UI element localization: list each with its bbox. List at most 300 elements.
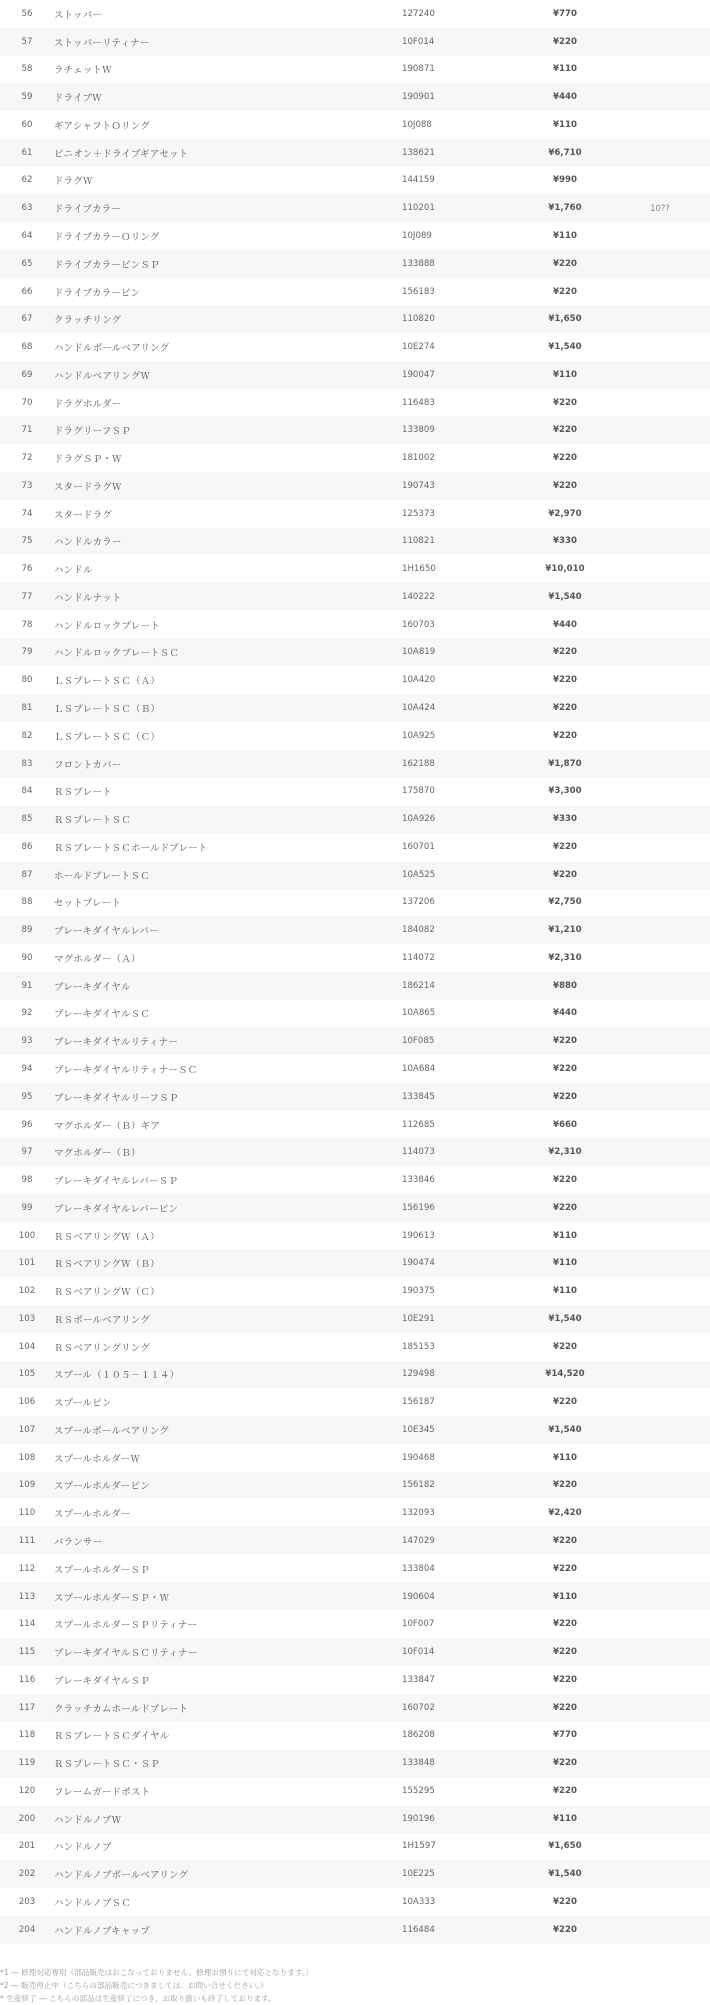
part-code: 10F085 [402,1036,435,1047]
part-code: 127240 [402,8,435,19]
part-price: ¥220 [553,1091,577,1102]
part-code: 114073 [402,1147,435,1158]
part-code: 190871 [402,64,435,75]
part-number: 116 [18,1674,36,1685]
part-code: 10A424 [402,703,436,714]
part-number: 107 [18,1424,36,1435]
table-row [0,1805,710,1833]
part-number: 96 [21,1119,33,1130]
part-number: 114 [18,1619,36,1630]
part-code: 132093 [402,1508,435,1519]
table-row [0,972,710,1000]
part-price: ¥10,010 [545,564,585,575]
part-code: 133845 [402,1091,435,1102]
part-name: ドラグホルダー [54,398,122,410]
part-price: ¥220 [553,1647,577,1658]
part-number: 108 [18,1452,36,1463]
table-row [0,250,710,278]
part-number: 67 [21,314,33,325]
part-number: 105 [18,1369,36,1380]
part-price: ¥220 [553,647,577,658]
part-number: 82 [21,730,33,741]
part-price: ¥110 [553,369,577,380]
table-row [0,139,710,167]
part-code: 10E274 [402,342,435,353]
part-price: ¥1,540 [548,342,582,353]
part-code: 160702 [402,1702,435,1713]
part-number: 80 [21,675,33,686]
table-row [0,1361,710,1389]
part-name: スプールホルダーＳＰ・Ｗ [54,1592,170,1604]
part-name: ブレーキダイヤルＳＣ [54,1009,150,1021]
part-number: 66 [21,286,33,297]
part-price: ¥1,650 [548,1841,582,1852]
part-code: 186214 [402,980,435,991]
part-number: 63 [21,203,33,214]
table-row [0,777,710,805]
part-number: 117 [18,1702,36,1713]
part-number: 115 [18,1647,36,1658]
part-code: 114072 [402,952,435,963]
table-row [0,1388,710,1416]
part-price: ¥1,540 [548,591,582,602]
part-name: ブレーキダイヤルＳＰ [54,1675,150,1687]
part-code: 10J088 [402,119,432,130]
part-number: 93 [21,1036,33,1047]
table-row [0,1916,710,1944]
part-note: 10?? [650,203,670,214]
part-code: 110820 [402,314,435,325]
part-number: 65 [21,258,33,269]
part-name: ブレーキダイヤルレバー [54,926,159,938]
part-name: ピニオン＋ドライブギアセット [54,148,189,160]
table-row [0,1083,710,1111]
table-row [0,1749,710,1777]
part-name: ブレーキダイヤルレバーＳＰ [54,1176,179,1188]
part-name: ギアシャフトＯリング [54,120,150,132]
part-price: ¥110 [553,1813,577,1824]
table-row [0,83,710,111]
part-number: 94 [21,1063,33,1074]
part-number: 118 [18,1730,36,1741]
part-price: ¥220 [553,1175,577,1186]
part-name: フロントカバー [54,759,122,771]
part-code: 184082 [402,925,435,936]
part-code: 190743 [402,480,435,491]
part-code: 162188 [402,758,435,769]
part-number: 95 [21,1091,33,1102]
table-row [0,1610,710,1638]
part-code: 10J089 [402,231,432,241]
table-row [0,528,710,556]
part-price: ¥220 [553,258,577,269]
part-code: 10A525 [402,869,436,880]
part-name: ブレーキダイヤルリティナーＳＣ [54,1064,198,1076]
part-price: ¥2,420 [548,1508,582,1519]
table-row [0,611,710,639]
part-number: 103 [18,1313,36,1324]
table-row [0,305,710,333]
table-row [0,1055,710,1083]
table-row [0,1111,710,1139]
part-price: ¥1,870 [548,758,582,769]
part-name: ハンドルナット [54,592,122,604]
part-number: 76 [21,564,33,575]
part-price: ¥330 [553,814,577,825]
part-name: ハンドルノブボールベアリング [54,1870,189,1882]
table-row [0,1333,710,1361]
part-name: ハンドルベアリングＷ [54,370,151,382]
part-code: 110201 [402,203,435,214]
part-name: ハンドルボールベアリング [54,343,170,355]
part-code: 175870 [402,786,435,797]
part-name: ＬＳプレートＳＣ（Ｂ） [54,704,161,716]
table-row [0,333,710,361]
part-name: ＬＳプレートＳＣ（Ａ） [54,676,161,688]
part-code: 10E345 [402,1424,435,1435]
table-row [0,750,710,778]
part-price: ¥220 [553,286,577,297]
part-price: ¥220 [553,36,577,47]
part-code: 147029 [402,1535,435,1546]
table-row [0,361,710,389]
part-price: ¥440 [553,92,577,103]
part-code: 160701 [402,841,435,852]
part-number: 73 [21,480,33,491]
part-number: 201 [18,1841,36,1852]
table-row [0,805,710,833]
table-row [0,222,710,250]
table-row [0,916,710,944]
part-number: 92 [21,1008,33,1019]
part-number: 84 [21,786,33,797]
part-number: 71 [21,425,33,436]
part-number: 89 [21,925,33,936]
part-price: ¥330 [553,536,577,547]
table-row [0,472,710,500]
part-name: スプールピン [54,1398,112,1410]
part-number: 109 [18,1480,36,1491]
part-name: ハンドルノブＷ [54,1814,122,1826]
part-price: ¥220 [553,453,577,464]
part-name: スタードラグ [54,509,113,521]
part-number: 97 [21,1147,33,1158]
part-number: 64 [21,231,33,241]
part-name: スタードラグＷ [54,481,122,493]
part-code: 155295 [402,1785,435,1796]
part-name: ブレーキダイヤルリティナー [54,1037,179,1049]
part-code: 10F007 [402,1619,435,1630]
part-name: バランサー [54,1536,103,1548]
part-code: 181002 [402,453,435,464]
footnote-sales-suspended: *2 ― 販売停止中（こちらの部品販売につきましては、お問い合せください。） [0,1980,268,1990]
table-row [0,694,710,722]
table-row [0,1555,710,1583]
part-price: ¥220 [553,1341,577,1352]
part-price: ¥220 [553,675,577,686]
table-row [0,1527,710,1555]
part-name: ドライブカラーピン [54,287,141,299]
part-price: ¥2,970 [548,508,582,519]
part-name: ＲＳボールベアリング [54,1314,150,1326]
part-name: ラチェットＷ [54,65,112,77]
part-name: スプールホルダー [54,1509,131,1521]
table-row [0,389,710,417]
part-code: 10F014 [402,1647,435,1658]
part-code: 156183 [402,286,435,297]
part-name: ブレーキダイヤルリーフＳＰ [54,1092,179,1104]
part-name: ドラグリーフＳＰ [54,426,131,438]
part-name: ＲＳプレート [54,787,112,799]
part-name: ハンドルロックプレート [54,620,160,632]
table-row [0,1000,710,1028]
part-price: ¥880 [553,980,577,991]
table-row [0,1638,710,1666]
part-name: マグホルダー（Ａ） [54,953,141,965]
part-number: 203 [18,1896,36,1907]
part-price: ¥220 [553,397,577,408]
part-name: ＲＳプレートＳＣダイヤル [54,1731,170,1743]
part-code: 133888 [402,258,435,269]
part-name: マグホルダー（Ｂ）ギア [54,1120,161,1132]
table-row [0,1583,710,1611]
part-number: 88 [21,897,33,908]
part-name: ドライブカラー [54,204,122,216]
table-row [0,1166,710,1194]
part-price: ¥220 [553,1063,577,1074]
table-row [0,1416,710,1444]
part-number: 112 [18,1563,36,1574]
part-price: ¥1,540 [548,1869,582,1880]
part-number: 113 [18,1591,36,1602]
part-number: 83 [21,758,33,769]
part-price: ¥110 [553,1258,577,1269]
table-row [0,1666,710,1694]
part-code: 10E291 [402,1313,435,1324]
part-price: ¥3,300 [548,786,582,797]
part-price: ¥220 [553,1896,577,1907]
part-price: ¥220 [553,1480,577,1491]
part-price: ¥14,520 [545,1369,585,1380]
part-price: ¥660 [553,1119,577,1130]
part-price: ¥220 [553,1397,577,1408]
part-number: 61 [21,147,33,158]
table-row [0,555,710,583]
part-price: ¥1,650 [548,314,582,325]
part-code: 10A926 [402,814,436,825]
footnotes [0,1944,710,2005]
part-number: 202 [18,1869,36,1880]
part-name: スプール（１０５－１１４） [54,1370,180,1382]
part-name: ストッパー [54,9,103,21]
table-row [0,56,710,84]
part-price: ¥110 [553,64,577,75]
table-row [0,1305,710,1333]
part-code: 110821 [402,536,435,547]
table-row [0,722,710,750]
part-name: スプールボールベアリング [54,1425,169,1437]
table-row [0,1472,710,1500]
part-code: 10A819 [402,647,436,658]
part-number: 78 [21,619,33,630]
part-name: スプールホルダーＳＰ [54,1564,150,1576]
part-name: ＲＳプレートＳＣ・ＳＰ [54,1759,161,1771]
part-code: 10F014 [402,36,435,47]
part-number: 120 [18,1785,36,1796]
part-price: ¥440 [553,619,577,630]
table-row [0,1027,710,1055]
part-code: 144159 [402,175,435,186]
part-number: 91 [21,980,33,991]
part-price: ¥110 [553,1230,577,1241]
table-row [0,1222,710,1250]
table-row [0,194,710,222]
part-number: 60 [21,119,33,130]
part-name: ハンドルカラー [54,537,122,549]
table-row [0,0,710,28]
part-number: 77 [21,591,33,602]
part-number: 106 [18,1397,36,1408]
part-number: 86 [21,841,33,852]
part-price: ¥220 [553,1924,577,1935]
part-name: ＲＳベアリングＷ（Ｂ） [54,1259,160,1271]
part-code: 140222 [402,591,435,602]
part-price: ¥220 [553,1674,577,1685]
table-row [0,1138,710,1166]
table-row [0,28,710,56]
part-price: ¥1,540 [548,1424,582,1435]
part-code: 10E225 [402,1869,435,1880]
part-code: 125373 [402,508,435,519]
part-name: ＲＳベアリングＷ（Ａ） [54,1231,160,1243]
part-code: 190901 [402,92,435,103]
part-number: 200 [18,1813,36,1824]
part-code: 185153 [402,1341,435,1352]
part-number: 62 [21,175,33,186]
part-price: ¥220 [553,1619,577,1630]
part-number: 85 [21,814,33,825]
part-code: 1H1650 [402,564,436,575]
part-price: ¥220 [553,480,577,491]
part-name: スプールホルダーピン [54,1481,150,1493]
part-name: セットプレート [54,898,122,910]
part-name: ハンドルノブ [54,1842,112,1854]
table-row [0,278,710,306]
part-code: 10A684 [402,1063,436,1074]
part-code: 190196 [402,1813,435,1824]
part-code: 112685 [402,1119,435,1130]
part-price: ¥220 [553,1702,577,1713]
part-price: ¥110 [553,119,577,130]
table-row [0,167,710,195]
part-number: 87 [21,869,33,880]
footnote-discontinued: * 生産終了 ― こちらの部品は生産終了につき、お取り扱いも終了しております。 [0,1993,276,2003]
part-number: 98 [21,1175,33,1186]
part-code: 133848 [402,1758,435,1769]
part-code: 160703 [402,619,435,630]
part-price: ¥6,710 [548,147,582,158]
part-name: マグホルダー（Ｂ） [54,1148,141,1160]
part-name: ＲＳプレートＳＣ [54,815,132,827]
part-name: クラッチリング [54,315,122,327]
part-price: ¥220 [553,841,577,852]
part-price: ¥220 [553,703,577,714]
part-number: 99 [21,1202,33,1213]
part-number: 75 [21,536,33,547]
table-row [0,1777,710,1805]
footnote-repair-only: *1 ― 修理対応専用（部品販売はおこなっておりません。修理お預りにて対応となります。） [0,1967,314,1977]
part-name: ドライブＷ [54,93,102,105]
part-code: 156196 [402,1202,435,1213]
part-number: 110 [18,1508,36,1519]
part-code: 133847 [402,1674,435,1685]
part-name: ハンドルロックプレートＳＣ [54,648,180,660]
part-name: フレームガードポスト [54,1786,151,1798]
part-code: 186208 [402,1730,435,1741]
part-number: 90 [21,952,33,963]
table-row [0,111,710,139]
table-row [0,416,710,444]
part-number: 74 [21,508,33,519]
part-code: 137206 [402,897,435,908]
part-number: 70 [21,397,33,408]
table-row [0,500,710,528]
part-code: 133809 [402,425,435,436]
part-code: 10A865 [402,1008,436,1019]
part-price: ¥110 [553,1286,577,1297]
part-number: 104 [18,1341,36,1352]
table-row [0,1444,710,1472]
part-name: ハンドルノブキャップ [54,1925,150,1937]
part-price: ¥1,540 [548,1313,582,1324]
part-price: ¥770 [553,8,577,19]
part-number: 111 [18,1535,36,1546]
part-price: ¥220 [553,1758,577,1769]
part-number: 119 [18,1758,36,1769]
part-name: ホールドプレートＳＣ [54,870,150,882]
part-name: ＬＳプレートＳＣ（Ｃ） [54,731,161,743]
part-name: ＲＳベアリングＷ（Ｃ） [54,1287,160,1299]
part-name: ハンドルノブＳＣ [54,1897,132,1909]
part-code: 156182 [402,1480,435,1491]
part-number: 79 [21,647,33,658]
part-code: 190613 [402,1230,435,1241]
part-code: 190375 [402,1286,435,1297]
part-number: 57 [21,36,33,47]
part-price: ¥220 [553,869,577,880]
part-name: クラッチカムホールドプレート [54,1703,189,1715]
table-row [0,583,710,611]
table-row [0,1194,710,1222]
part-price: ¥990 [553,175,577,186]
part-price: ¥770 [553,1730,577,1741]
part-code: 116483 [402,397,435,408]
part-price: ¥110 [553,1452,577,1463]
part-number: 58 [21,64,33,75]
part-number: 81 [21,703,33,714]
part-name: スプールホルダーＳＰリティナー [54,1620,198,1632]
table-row [0,1694,710,1722]
part-code: 190604 [402,1591,435,1602]
part-code: 190474 [402,1258,435,1269]
part-number: 72 [21,453,33,464]
part-code: 156187 [402,1397,435,1408]
part-price: ¥220 [553,1785,577,1796]
part-number: 101 [18,1258,36,1269]
table-row [0,944,710,972]
part-name: ＲＳベアリングリング [54,1342,150,1354]
part-number: 100 [18,1230,36,1241]
